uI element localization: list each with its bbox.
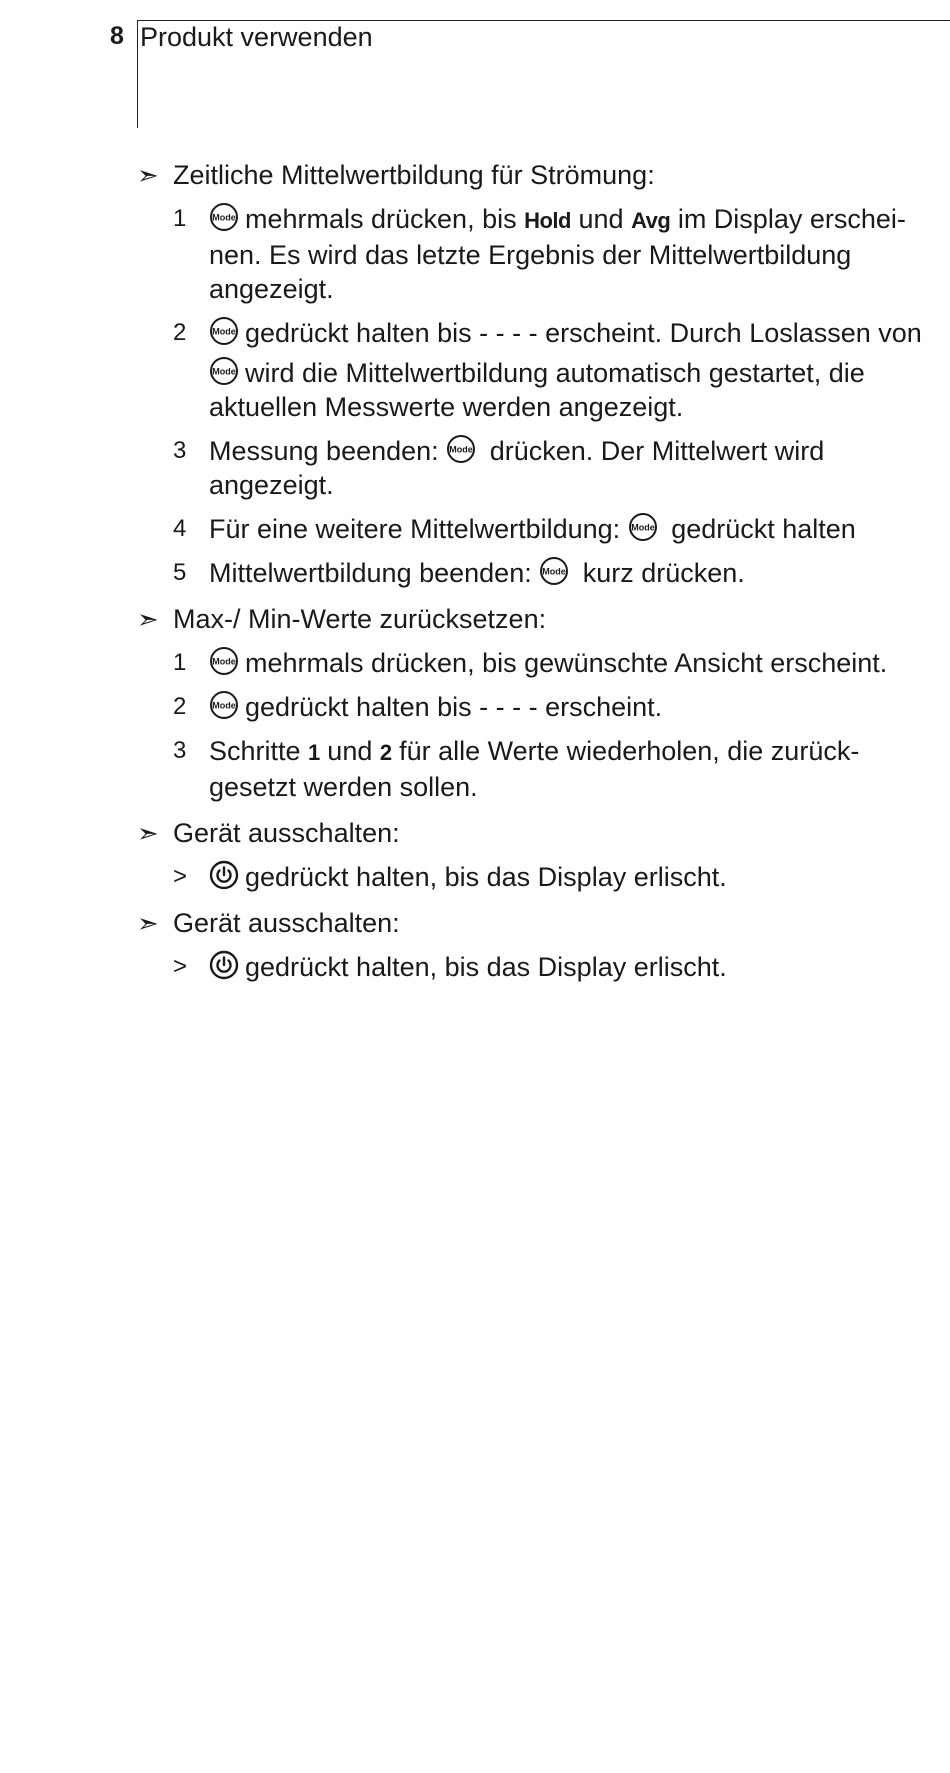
page-number: 8 [110,22,124,50]
mode-button-icon [628,512,658,542]
list-item: 4 Für eine weitere Mittelwertbildung: Mode gedrückt halten [173,514,856,544]
document-body [137,158,937,996]
list-item: > gedrückt halten, bis das Display erlischt. [173,952,727,982]
section-reset-minmax [137,602,937,804]
header-vertical-rule [137,20,138,128]
list-item: > gedrückt halten, bis das Display erlischt. [173,862,727,892]
page-title: Produkt verwenden [140,22,373,52]
mode-button-icon [209,690,239,720]
header-rule [137,20,950,21]
mode-button-icon [539,556,569,586]
svg-text:Mode: Mode [212,700,236,711]
section-heading: ➣ Zeitliche Mittelwertbildung für Strömung: [137,160,655,190]
svg-text:Mode: Mode [542,566,566,577]
svg-text:Mode: Mode [212,656,236,667]
list-item: 1 Mode mehrmals drücken, bis Hold und Avg im Display erschei-nen. Es wird das letzte Ergebnis der Mittelwertbildung angezeigt. [173,204,906,304]
mode-button-icon [446,434,476,464]
section-heading: ➣ Max-/ Min-Werte zurücksetzen: [137,604,547,634]
svg-text:Mode: Mode [449,444,473,455]
arrow-bullet-icon: ➣ [137,160,159,190]
section-power-off [137,816,937,894]
list-item: 3 Schritte 1 und 2 für alle Werte wiederholen, die zurück-gesetzt werden sollen. [173,736,860,802]
list-item: 3 Messung beenden: Mode drücken. Der Mittelwert wird angezeigt. [173,436,825,500]
power-button-icon [209,860,239,890]
section-heading: ➣ Gerät ausschalten: [137,818,400,848]
section-heading: ➣ Gerät ausschalten: [137,908,400,938]
svg-text:Mode: Mode [212,366,236,377]
section-averaging [137,158,937,590]
arrow-bullet-icon: ➣ [137,908,159,938]
arrow-bullet-icon: ➣ [137,818,159,848]
mode-button-icon [209,316,239,346]
mode-button-icon [209,202,239,232]
power-button-icon [209,950,239,980]
svg-text:Mode: Mode [212,212,236,223]
list-item: 5 Mittelwertbildung beenden: Mode kurz drücken. [173,558,745,588]
list-item: 2 Mode gedrückt halten bis - - - - erscheint. [173,692,663,722]
section-power-off [137,906,937,984]
mode-button-icon [209,356,239,386]
svg-text:Mode: Mode [212,326,236,337]
arrow-bullet-icon: ➣ [137,604,159,634]
list-item: 1 Mode mehrmals drücken, bis gewünschte Ansicht erscheint. [173,648,888,678]
list-item: 2 Mode gedrückt halten bis - - - - erscheint. Durch Loslassen von Mode wird die Mittelwertbildung automatisch gestartet, die aktuellen Messwerte werden angezeigt. [173,318,922,422]
svg-text:Mode: Mode [630,522,655,533]
mode-button-icon [209,646,239,676]
